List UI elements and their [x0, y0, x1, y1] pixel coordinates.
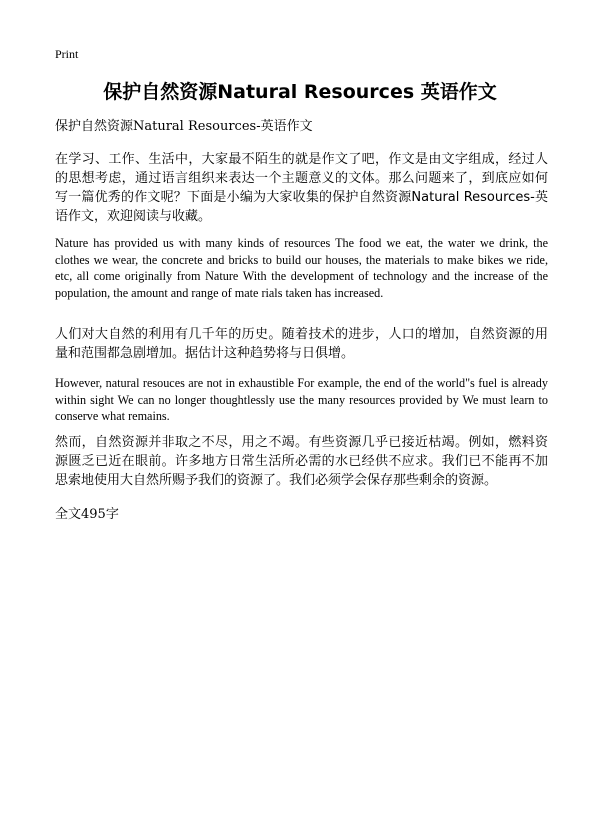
paragraph-chinese-2: 然而，自然资源并非取之不尽，用之不竭。有些资源几乎已接近枯竭。例如，燃料资源匮乏已近在眼前。许多地方日常生活所必需的水已经供不应求。我们已不能再不加思索地使用大自然所赐予我们的资源了。我们必须学会保存那些剩余的资源。: [55, 435, 548, 488]
word-count: 全文495字: [55, 507, 119, 522]
paragraph-intro: 在学习、工作、生活中，大家最不陌生的就是作文了吧，作文是由文字组成，经过人的思想考虑，通过语言组织来表达一个主题意义的文体。那么问题来了，到底应如何写一篇优秀的作文呢？下面是小编为大家收集的保护自然资源Natural Resources-英语作文，欢迎阅读与收藏。: [55, 152, 548, 224]
paragraph-english-2: However, natural resouces are not in exhaustible For example, the end of the world"s fuel is already within sight We can no longer thoughtlessly use the many resources provided by We must learn to conserve what remains.: [55, 376, 548, 423]
print-link[interactable]: Print: [55, 47, 79, 61]
paragraph-english-1: Nature has provided us with many kinds of resources The food we eat, the water we drink, the clothes we wear, the concrete and bricks to build our houses, the materials to make bikes we ride, etc, all come originally from Nature With the development of technology and the increase of the population, the amount and range of mate rials taken has increased.: [55, 236, 548, 300]
article-subtitle: 保护自然资源Natural Resources-英语作文: [55, 119, 313, 134]
paragraph-chinese-1: 人们对大自然的利用有几千年的历史。随着技术的进步，人口的增加，自然资源的用量和范围都急剧增加。据估计这种趋势将与日俱增。: [55, 327, 548, 361]
article-title: 保护自然资源Natural Resources 英语作文: [103, 81, 497, 103]
